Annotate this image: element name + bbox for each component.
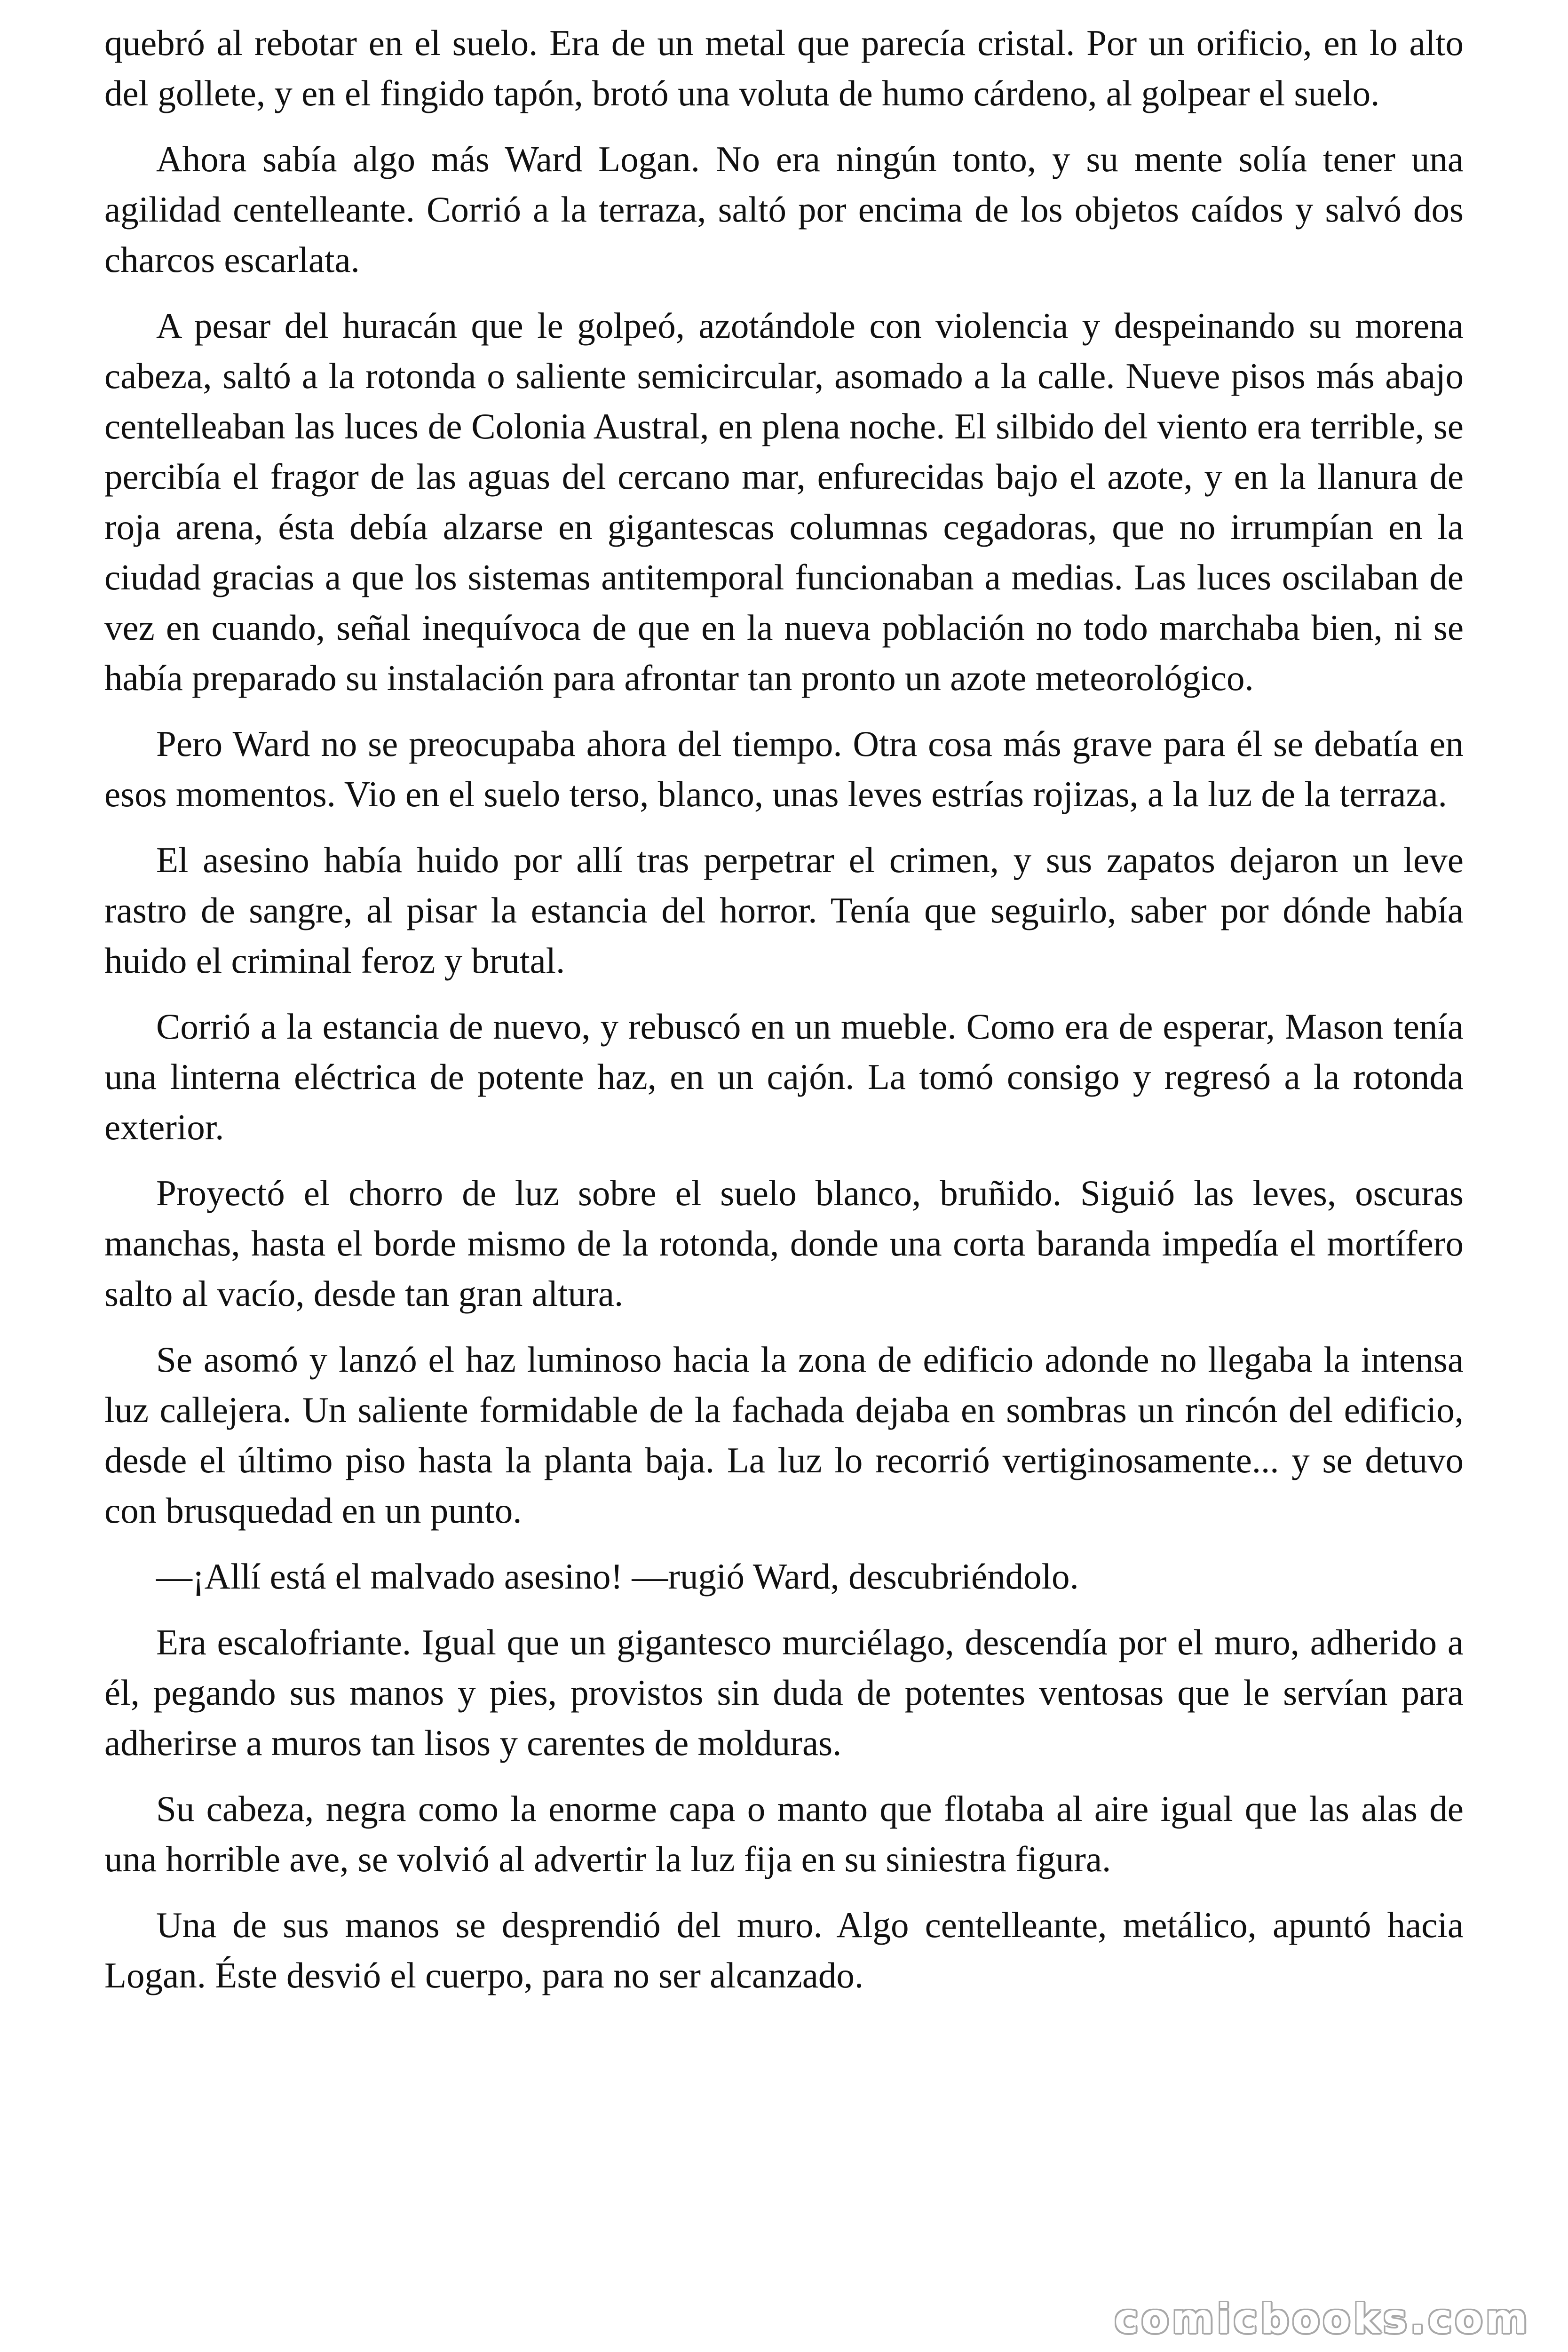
body-text — [104, 18, 1464, 2016]
watermark: comicbooks.com — [1114, 2296, 1530, 2343]
paragraph-1: quebró al rebotar en el suelo. Era de un metal que parecía cristal. Por un orificio, en lo alto del gollete, y en el fingido tapón, brotó una voluta de humo cárdeno, al golpear el suelo. — [104, 23, 1464, 113]
paragraph-4: Pero Ward no se preocupaba ahora del tiempo. Otra cosa más grave para él se debatía en esos momentos. Vio en el suelo terso, blanco, unas leves estrías rojizas, a la luz de la terraza. — [104, 723, 1464, 814]
paragraph-6: Corrió a la estancia de nuevo, y rebuscó en un mueble. Como era de esperar, Mason tenía una linterna eléctrica de potente haz, en un cajón. La tomó consigo y regresó a la rotonda exterior. — [104, 1006, 1464, 1147]
paragraph-8: Se asomó y lanzó el haz luminoso hacia la zona de edificio adonde no llegaba la intensa luz callejera. Un saliente formidable de la fachada dejaba en sombras un rincón del edificio, desde el último piso hasta la planta baja. La luz lo recorrió vertiginosamente... y se detuvo con brusquedad en un punto. — [104, 1339, 1464, 1531]
paragraph-11: Su cabeza, negra como la enorme capa o manto que flotaba al aire igual que las alas de una horrible ave, se volvió al advertir la luz fija en su siniestra figura. — [104, 1788, 1464, 1879]
paragraph-7: Proyectó el chorro de luz sobre el suelo blanco, bruñido. Siguió las leves, oscuras manchas, hasta el borde mismo de la rotonda, donde una corta baranda impedía el mortífero salto al vacío, desde tan gran altura. — [104, 1173, 1464, 1314]
paragraph-10: Era escalofriante. Igual que un gigantesco murciélago, descendía por el muro, adherido a él, pegando sus manos y pies, provistos sin duda de potentes ventosas que le servían para adherirse a muros tan lisos y carentes de molduras. — [104, 1622, 1464, 1763]
paragraph-2: Ahora sabía algo más Ward Logan. No era ningún tonto, y su mente solía tener una agilidad centelleante. Corrió a la terraza, saltó por encima de los objetos caídos y salvó dos charcos escarlata. — [104, 139, 1464, 280]
paragraph-9-dialogue: —¡Allí está el malvado asesino! —rugió Ward, descubriéndolo. — [156, 1556, 1079, 1597]
paragraph-5: El asesino había huido por allí tras perpetrar el crimen, y sus zapatos dejaron un leve rastro de sangre, al pisar la estancia del horror. Tenía que seguirlo, saber por dónde había huido el criminal feroz y brutal. — [104, 840, 1464, 981]
paragraph-12: Una de sus manos se desprendió del muro. Algo centelleante, metálico, apuntó hacia Logan. Éste desvió el cuerpo, para no ser alcanzado. — [104, 1905, 1464, 1995]
paragraph-3: A pesar del huracán que le golpeó, azotándole con violencia y despeinando su morena cabeza, saltó a la rotonda o saliente semicircular, asomado a la calle. Nueve pisos más abajo centelleaban las luces de Colonia Austral, en plena noche. El silbido del viento era terrible, se percibía el fragor de las aguas del cercano mar, enfurecidas bajo el azote, y en la llanura de roja arena, ésta debía alzarse en gigantescas columnas cegadoras, que no irrumpían en la ciudad gracias a que los sistemas antitemporal funcionaban a medias. Las luces oscilaban de vez en cuando, señal inequívoca de que en la nueva población no todo marchaba bien, ni se había preparado su instalación para afrontar tan pronto un azote meteorológico. — [104, 305, 1464, 698]
